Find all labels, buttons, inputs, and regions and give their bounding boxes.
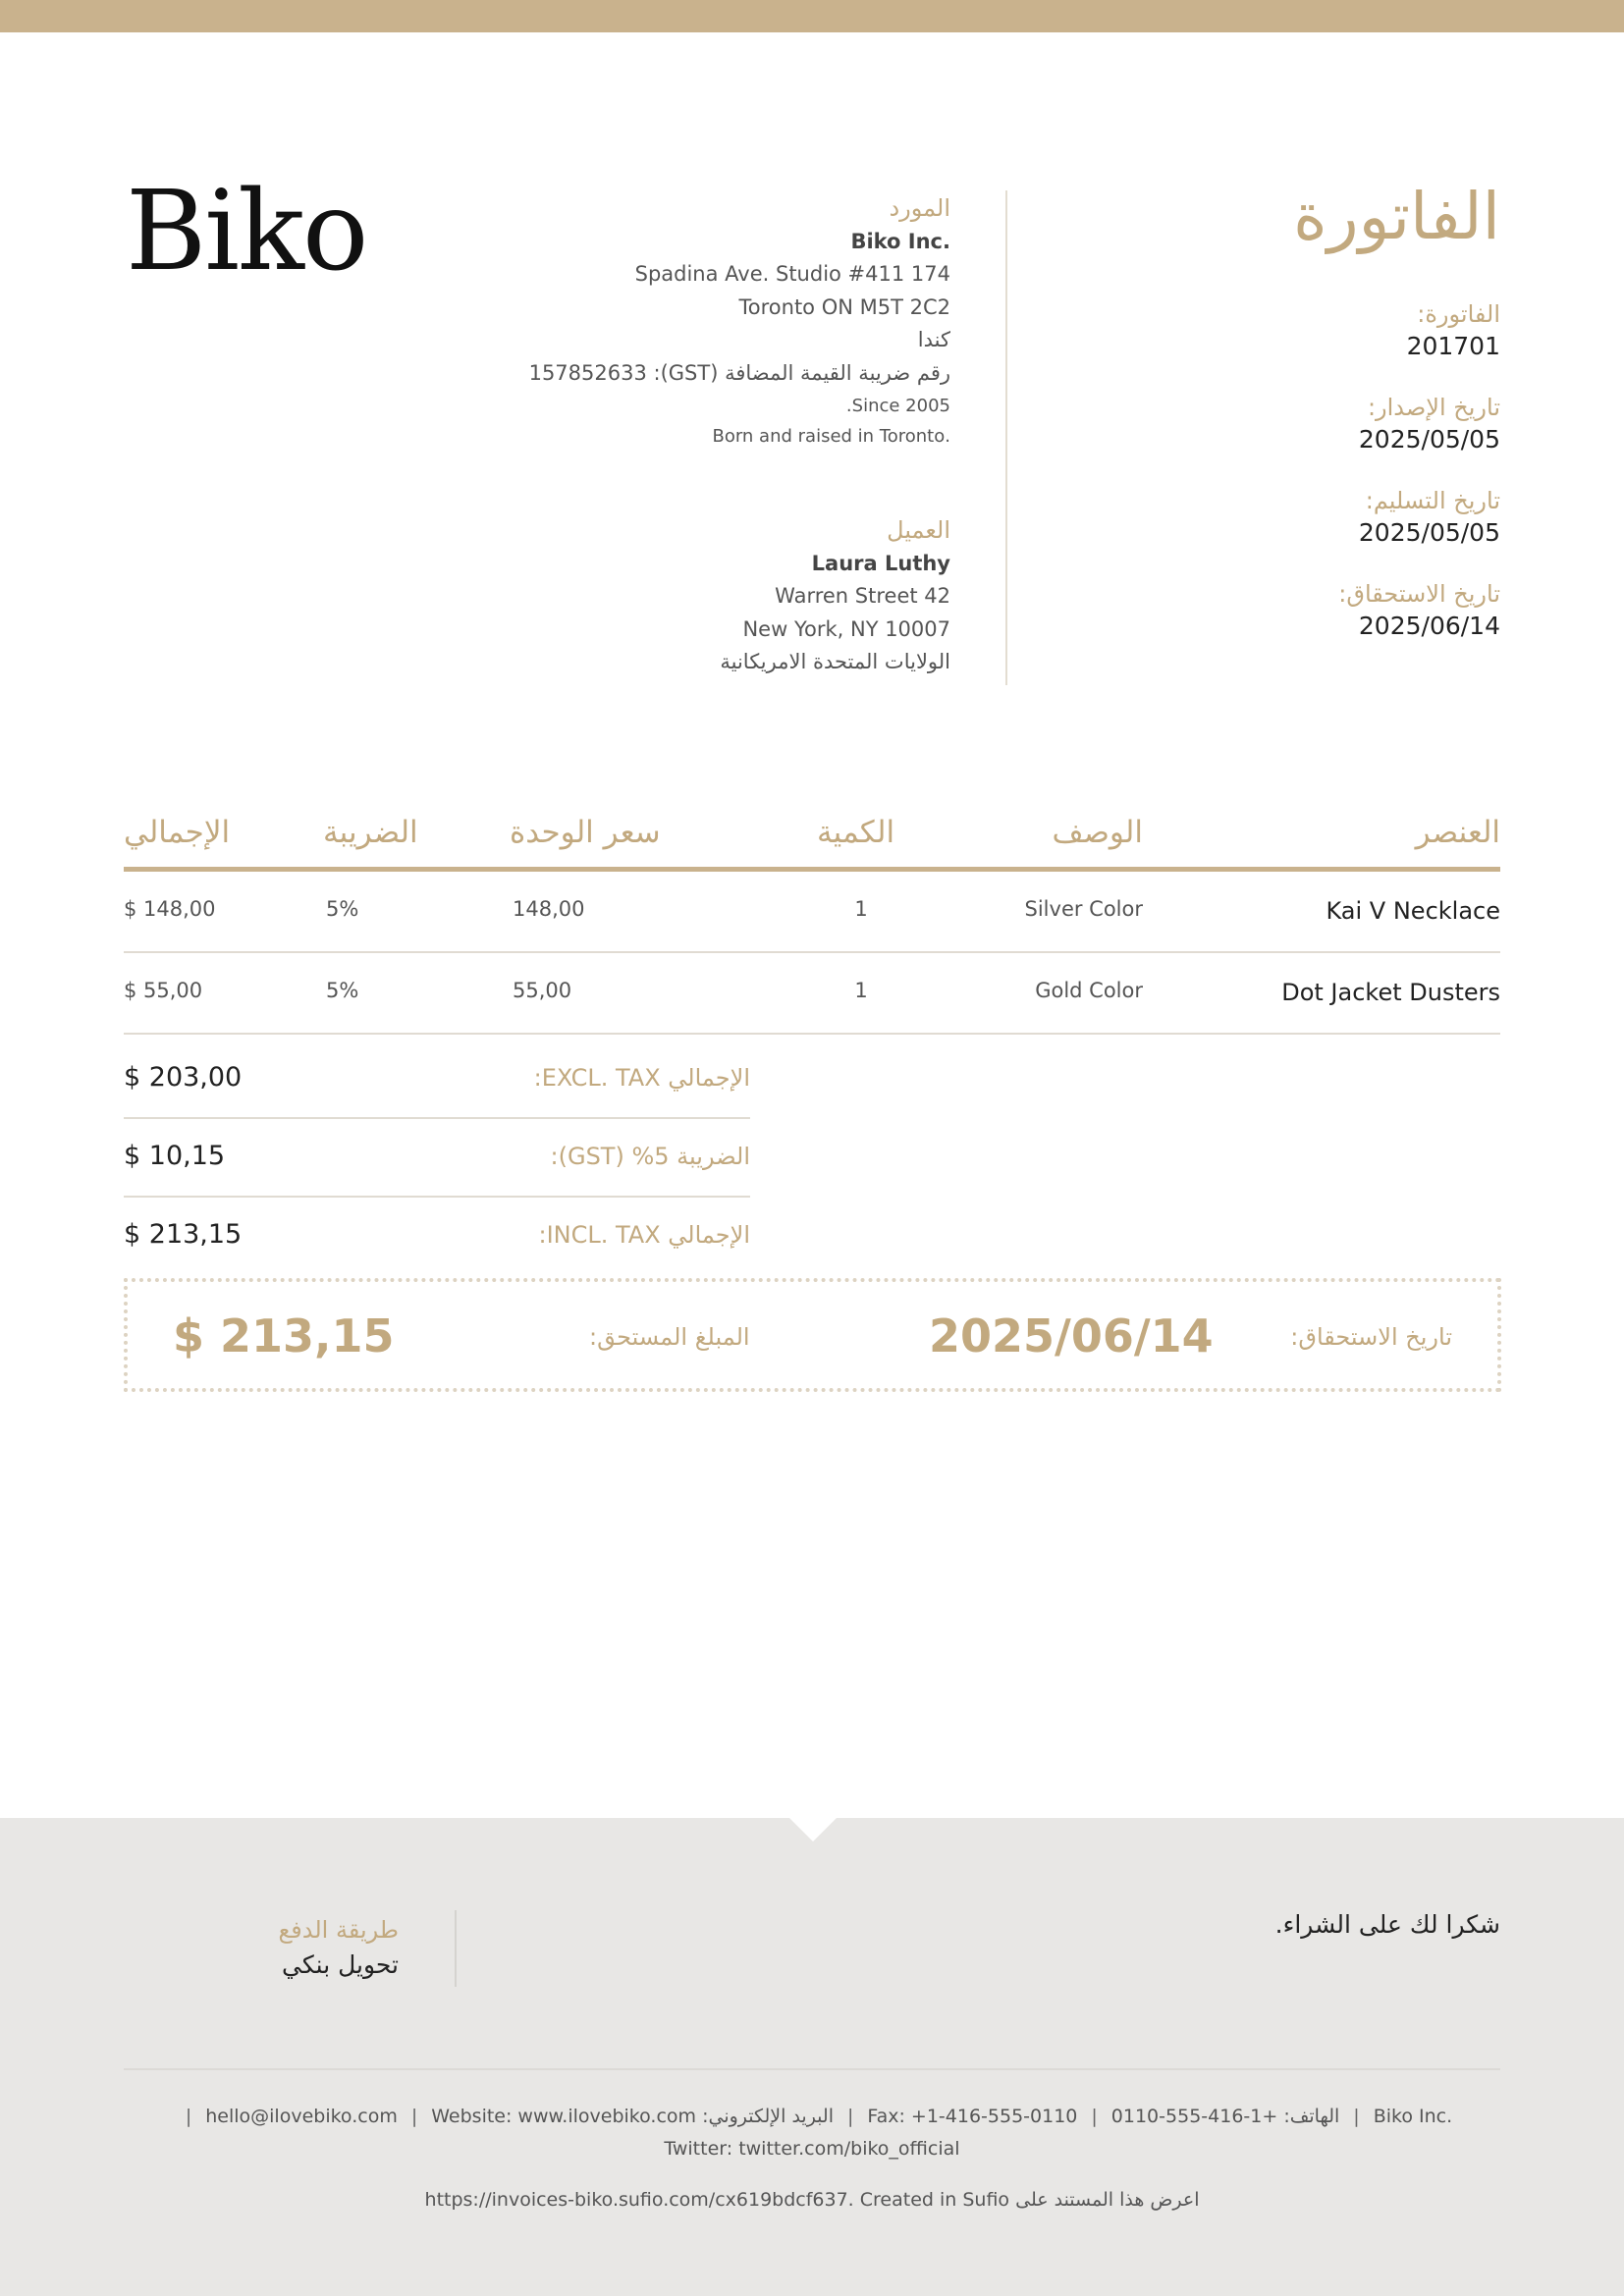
items-table <box>124 805 1500 1035</box>
thank-you-message: شكرا لك على الشراء. <box>1274 1910 1500 1939</box>
total-label: الإجمالي INCL. TAX: <box>538 1221 750 1249</box>
top-accent-bar <box>0 0 1624 32</box>
footer-divider <box>455 1910 457 1987</box>
subtotal-label: الإجمالي EXCL. TAX: <box>533 1064 750 1092</box>
header-item: العنصر <box>1415 815 1500 850</box>
supplier-address1: Spadina Ave. Studio #411 174 <box>634 262 950 287</box>
cell-quantity: 1 <box>854 979 868 1002</box>
client-block <box>440 514 950 679</box>
created-in-sufio[interactable]: اعرض هذا المستند على https://invoices-biko.sufio.com/cx619bdcf637. Created in Sufio <box>424 2189 1200 2211</box>
cell-unit-price: 148,00 <box>513 897 585 921</box>
supplier-label: المورد <box>889 194 950 222</box>
supplier-note2: .Born and raised in Toronto <box>712 426 950 448</box>
footer-fax: Fax: +1-416-555-0110 <box>867 2106 1078 2127</box>
table-row <box>124 872 1500 953</box>
table-row <box>124 953 1500 1035</box>
header-tax: الضريبة <box>323 815 418 850</box>
due-date-block <box>1206 579 1500 643</box>
supplier-address2: Toronto ON M5T 2C2 <box>738 294 950 319</box>
client-country: الولايات المتحدة الامريكانية <box>720 650 950 674</box>
cell-tax: 5% <box>326 979 359 1002</box>
supplier-note1: Since 2005. <box>845 395 950 416</box>
supplier-block <box>440 192 950 453</box>
client-name: Laura Luthy <box>811 551 950 575</box>
due-box-amount: $ 213,15 <box>173 1309 395 1362</box>
footer-phone: الهاتف: +1-416-555-0110 <box>1110 2106 1340 2127</box>
table-header <box>124 805 1500 872</box>
header-quantity: الكمية <box>817 815 895 850</box>
tax-value: $ 10,15 <box>124 1141 226 1171</box>
footer-rule <box>124 2068 1500 2070</box>
due-box-date: 2025/06/14 <box>929 1309 1214 1362</box>
supplier-name: .Biko Inc <box>850 229 950 253</box>
page-footer <box>0 1818 1624 2296</box>
due-date-label: تاريخ الاستحقاق: <box>1338 580 1500 608</box>
invoice-title: الفاتورة <box>1293 179 1500 254</box>
delivery-date-label: تاريخ التسليم: <box>1365 487 1500 514</box>
total-row <box>124 1198 750 1276</box>
header-unit-price: سعر الوحدة <box>510 815 661 850</box>
footer-email[interactable]: البريد الإلكتروني: hello@ilovebiko.com <box>205 2106 834 2127</box>
company-logo: Biko <box>126 168 367 295</box>
due-date: 2025/06/14 <box>1358 612 1500 641</box>
contact-info: .Biko Inc|الهاتف: +1-416-555-0110|Fax: +1-416-555-0110|البريد الإلكتروني: hello@ilovebiko.com| Website: www.ilovebiko.com| Twitter: twitter.com/biko_official <box>185 2106 1453 2160</box>
total-value: $ 213,15 <box>124 1219 243 1250</box>
client-label: العميل <box>887 516 950 544</box>
delivery-date-block <box>1206 486 1500 550</box>
payment-method-label: طريقة الدفع <box>278 1916 399 1944</box>
footer-twitter[interactable]: Twitter: twitter.com/biko_official <box>664 2138 960 2160</box>
supplier-tax-id: رقم ضريبة القيمة المضافة (GST): 157852633 <box>528 360 950 385</box>
client-address1: Warren Street 42 <box>775 584 950 609</box>
cell-quantity: 1 <box>854 897 868 921</box>
header-description: الوصف <box>1052 815 1143 850</box>
tax-row <box>124 1119 750 1198</box>
cell-item: Kai V Necklace <box>1326 897 1500 925</box>
cell-total: $ 55,00 <box>124 979 203 1002</box>
supplier-country: كندا <box>917 328 950 352</box>
cell-description: Gold Color <box>1035 979 1143 1002</box>
due-box-date-label: تاريخ الاستحقاق: <box>1290 1323 1452 1351</box>
subtotal-row <box>124 1041 750 1119</box>
footer-notch <box>787 1816 839 1842</box>
cell-total: $ 148,00 <box>124 897 216 921</box>
payment-method-block <box>279 1912 399 1982</box>
cell-item: Dot Jacket Dusters <box>1281 979 1500 1006</box>
invoice-number-block <box>1206 299 1500 363</box>
footer-website[interactable]: Website: www.ilovebiko.com <box>431 2106 697 2127</box>
payment-method: تحويل بنكي <box>282 1950 399 1979</box>
due-box-amount-label: المبلغ المستحق: <box>589 1323 750 1351</box>
issue-date-label: تاريخ الإصدار: <box>1367 394 1500 421</box>
tax-label: الضريبة 5% (GST): <box>550 1143 750 1170</box>
amount-due-box <box>124 1278 1501 1392</box>
subtotal-value: $ 203,00 <box>124 1062 243 1093</box>
delivery-date: 2025/05/05 <box>1358 518 1500 548</box>
issue-date: 2025/05/05 <box>1358 425 1500 454</box>
footer-company: .Biko Inc <box>1373 2106 1453 2127</box>
cell-unit-price: 55,00 <box>513 979 572 1002</box>
header-total: الإجمالي <box>124 815 231 850</box>
client-address2: New York, NY 10007 <box>742 616 950 641</box>
totals-block <box>124 1041 750 1276</box>
invoice-number: 201701 <box>1406 332 1500 361</box>
invoice-number-label: الفاتورة: <box>1417 300 1500 328</box>
header-divider <box>1005 190 1007 685</box>
cell-tax: 5% <box>326 897 359 921</box>
issue-date-block <box>1206 393 1500 456</box>
cell-description: Silver Color <box>1024 897 1143 921</box>
